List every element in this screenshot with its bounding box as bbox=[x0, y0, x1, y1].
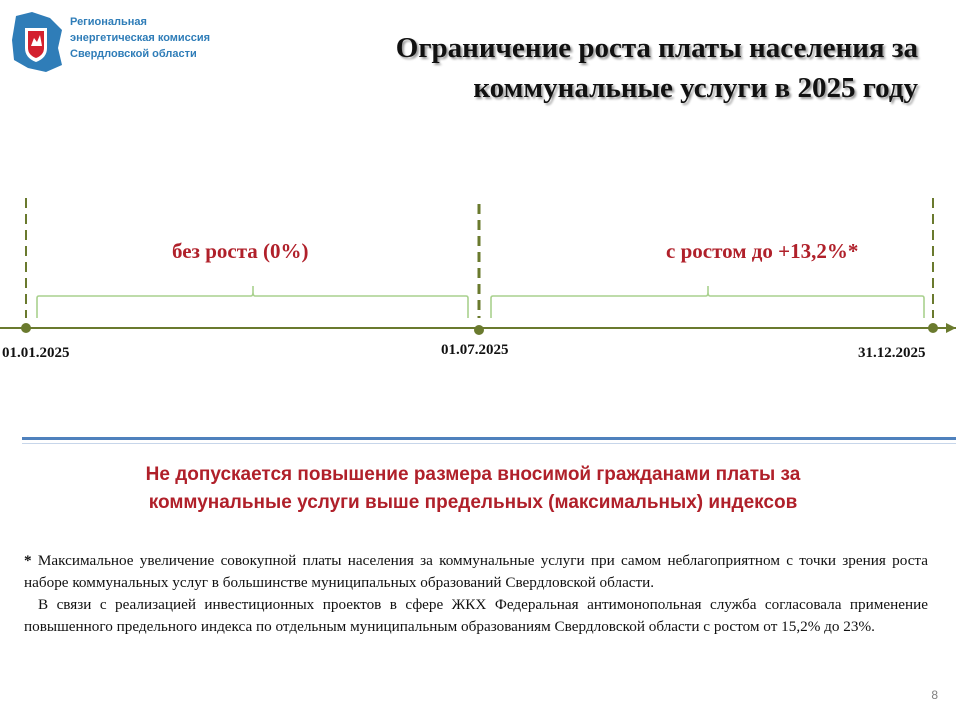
warning-statement bbox=[40, 461, 906, 517]
slide-title bbox=[278, 28, 918, 108]
org-name-line: Свердловской области bbox=[70, 48, 197, 60]
warning-line: Не допускается повышение размера вносимой гражданами платы за bbox=[145, 464, 801, 485]
page-number: 8 bbox=[931, 688, 938, 702]
date-end: 31.12.2025 bbox=[858, 345, 926, 361]
timeline-arrow-icon bbox=[946, 323, 956, 333]
midyear-date-dot bbox=[474, 325, 484, 335]
footnote-paragraph-text: Максимальное увеличение совокупной платы населения за коммунальные услуги при самом неблагоприятном с точки зрения роста наборе коммунальных услуг в большинстве муниципальных образований Свердловской области. bbox=[24, 552, 928, 591]
end-date-dot bbox=[928, 323, 938, 333]
period2-label: с ростом до +13,2%* bbox=[666, 239, 859, 263]
commission-logo bbox=[10, 10, 240, 75]
footnote-paragraph-2: В связи с реализацией инвестиционных проектов в сфере ЖКХ Федеральная антимонопольная служба согласовала применение повышенного предельного индекса по отдельным муниципальным образованиям Свердловской области с ростом от 15,2% до 23%. bbox=[24, 596, 928, 635]
warning-line: коммунальные услуги выше предельных (максимальных) индексов bbox=[148, 492, 798, 513]
start-date-dot bbox=[21, 323, 31, 333]
period1-bracket bbox=[37, 286, 468, 318]
timeline bbox=[0, 190, 956, 370]
divider-line bbox=[22, 437, 956, 440]
footnote-star: * bbox=[24, 552, 32, 569]
period2-bracket bbox=[491, 286, 924, 318]
slide-title-line: Ограничение роста платы населения за bbox=[395, 32, 918, 64]
footnote bbox=[24, 550, 928, 638]
footnote-paragraph bbox=[24, 550, 928, 594]
divider-line-thin bbox=[22, 443, 956, 444]
date-midyear: 01.07.2025 bbox=[441, 342, 509, 358]
slide-title-line: коммунальные услуги в 2025 году bbox=[473, 72, 918, 104]
date-start: 01.01.2025 bbox=[2, 345, 70, 361]
org-name-line: Региональная bbox=[70, 16, 147, 28]
sverdlovsk-region-emblem-icon bbox=[10, 10, 66, 75]
period1-label: без роста (0%) bbox=[172, 239, 309, 263]
org-name-line: энергетическая комиссия bbox=[70, 32, 211, 44]
